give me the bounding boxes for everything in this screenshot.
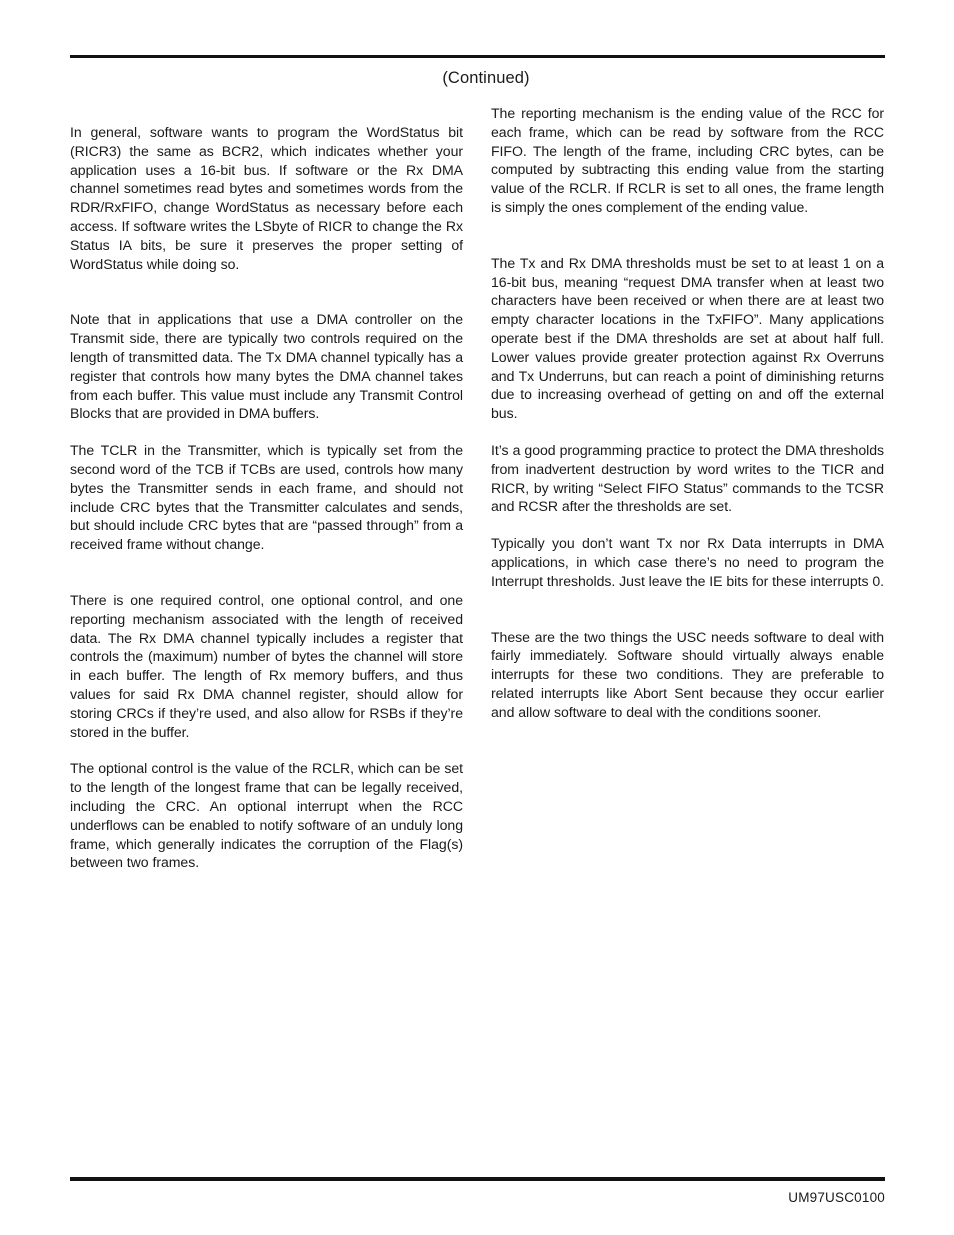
paragraph-tclr: The TCLR in the Transmitter, which is typically set from the second word of the TCB if TCBs are used, controls how many bytes the Transmitter sends in each frame, and should not include CRC bytes that the Transmitter calculates and sends, but should include CRC bytes that are “passed through” from a received frame without change.: [70, 442, 463, 553]
paragraph-protect-thresholds: It’s a good programming practice to protect the DMA thresholds from inadvertent destruction by word writes to the TICR and RICR, by writing “Select FIFO Status” commands to the TCSR and RCSR after the thresholds are set.: [491, 441, 884, 515]
paragraph-wordstatus: In general, software wants to program the WordStatus bit (RICR3) the same as BCR2, which indicates whether your application uses a 16-bit bus. If software or the Rx DMA channel sometimes read bytes and sometimes words from the RDR/RxFIFO, change WordStatus as necessary before each access. If software writes the LSbyte of RICR to change the Rx Status IA bits, be sure it preserves the proper setting of WordStatus while doing so.: [70, 124, 463, 272]
paragraph-rcc-reporting: The reporting mechanism is the ending value of the RCC for each frame, which can be read by software from the RCC FIFO. The length of the frame, including CRC bytes, can be computed by subtracting this ending value from the starting value of the RCLR. If RCLR is set to all ones, the frame length is simply the ones complement of the ending value.: [491, 105, 884, 215]
paragraph-immediate-conditions: These are the two things the USC needs software to deal with fairly immediately. Software should virtually always enable interrupts for these two conditions. They are preferable to related interrupts like Abort Sent because they occur earlier and allow software to deal with the conditions sooner.: [491, 628, 884, 720]
bottom-rule: [70, 1177, 885, 1181]
continued-heading: (Continued): [442, 69, 530, 87]
right-column: [491, 104, 884, 722]
paragraph-tx-dma-controls: Note that in applications that use a DMA controller on the Transmit side, there are typically two controls required on the length of transmitted data. The Tx DMA channel typically has a register that controls how many bytes the DMA channel takes from each buffer. This value must include any Transmit Control Blocks that are provided in DMA buffers.: [70, 311, 463, 422]
paragraph-data-interrupts: Typically you don’t want Tx nor Rx Data interrupts in DMA applications, in which case there’s no need to program the Interrupt thresholds. Just leave the IE bits for these interrupts 0.: [491, 535, 884, 589]
document-code: UM97USC0100: [788, 1190, 885, 1205]
left-column: [70, 123, 463, 872]
paragraph-dma-thresholds: The Tx and Rx DMA thresholds must be set to at least 1 on a 16-bit bus, meaning “request DMA transfer when at least two characters have been received or when there are at least two empty character locations in the TxFIFO”. Many applications operate best if the DMA thresholds are set at about half full. Lower values provide greater protection against Rx Overruns and Tx Underruns, but can reach a point of diminishing returns due to increasing overhead of getting on and off the external bus.: [491, 254, 884, 422]
paragraph-rx-length-controls: There is one required control, one optional control, and one reporting mechanism associated with the length of received data. The Rx DMA channel typically includes a register that controls the (maximum) number of bytes the channel will store in each buffer. The length of Rx memory buffers, and thus values for said Rx DMA channel register, should allow for storing CRCs if they’re used, and also allow for RSBs if they’re stored in the buffer.: [70, 591, 463, 740]
top-rule: [70, 55, 885, 58]
paragraph-rclr-optional: The optional control is the value of the RCLR, which can be set to the length of the longest frame that can be legally received, including the CRC. An optional interrupt when the RCC underflows can be enabled to notify software of an unduly long frame, which generally indicates the corruption of the Flag(s) between two frames.: [70, 760, 463, 871]
